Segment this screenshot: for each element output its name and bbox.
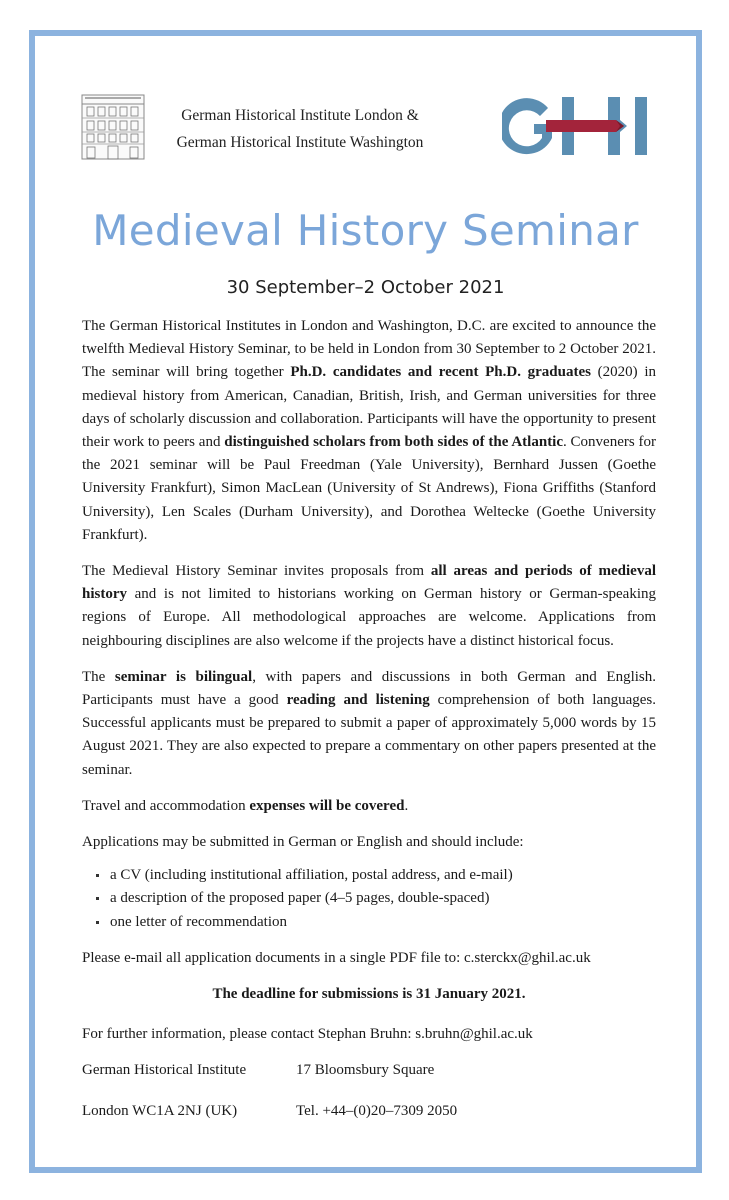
list-item: a description of the proposed paper (4–5 pages, double-spaced) (110, 887, 656, 910)
address-telephone: Tel. +44–(0)20–7309 2050 (296, 1102, 458, 1119)
address-row-2 (82, 1100, 656, 1123)
address-street: 17 Bloomsbury Square (296, 1062, 435, 1079)
institute-line-washington: German Historical Institute Washington (176, 134, 424, 151)
contact-line: For further information, please contact Stephan Bruhn: s.bruhn@ghil.ac.uk (82, 1026, 533, 1043)
page-frame (29, 30, 702, 1173)
header (35, 36, 696, 196)
email-instructions: Please e-mail all application documents in a single PDF file to: c.sterckx@ghil.ac.uk (82, 949, 591, 966)
paragraph-intro: The German Historical Institutes in London and Washington, D.C. are excited to announce the twelfth Medieval History Seminar, to be held in London from 30 September to 2 October 2021. The seminar will bring together Ph.D. candidates and recent Ph.D. graduates (2020) in medieval history from American, Canadian, British, Irish, and German universities for three days of scholarly discussion and collaboration. Participants will have the opportunity to present their work to peers and distinguished scholars from both sides of the Atlantic. Conveners for the 2021 seminar will be Paul Freedman (Yale University), Bernhard Jussen (Goethe University Frankfurt), Simon MacLean (University of St Andrews), Fiona Griffiths (Stanford University), Len Scales (Durham University), and Dorothea Weltecke (Goethe University Frankfurt). (82, 318, 656, 543)
building-icon (81, 94, 145, 160)
address-row-1 (82, 1059, 656, 1082)
requirements-list (82, 864, 656, 934)
page-title: Medieval History Seminar (92, 206, 639, 255)
deadline-notice: The deadline for submissions is 31 January 2021. (212, 986, 526, 1003)
body-text (82, 315, 656, 1140)
ghi-logo (502, 94, 658, 158)
seminar-dates: 30 September–2 October 2021 (226, 277, 505, 298)
institute-names (165, 102, 435, 156)
applications-intro: Applications may be submitted in German or English and should include: (82, 834, 524, 851)
paragraph-scope: The Medieval History Seminar invites proposals from all areas and periods of medieval history and is not limited to historians working on German history or German-speaking regions of Europe. All methodological approaches are welcome. Applications from neighbouring disciplines are also welcome if the projects have a distinct historical focus. (82, 563, 656, 649)
address-name: German Historical Institute (82, 1062, 247, 1079)
paragraph-language: The seminar is bilingual, with papers and discussions in both German and English. Participants must have a good reading and listening comprehension of both languages. Successful applicants must be prepared to submit a paper of approximately 5,000 words by 15 August 2021. They are also expected to prepare a commentary on other papers presented at the seminar. (82, 668, 657, 778)
list-item: a CV (including institutional affiliation, postal address, and e-mail) (110, 864, 656, 887)
institute-line-london: German Historical Institute London & (181, 107, 419, 124)
paragraph-expenses: Travel and accommodation expenses will be covered. (82, 797, 409, 814)
address-city: London WC1A 2NJ (UK) (82, 1102, 238, 1119)
list-item: one letter of recommendation (110, 911, 656, 934)
